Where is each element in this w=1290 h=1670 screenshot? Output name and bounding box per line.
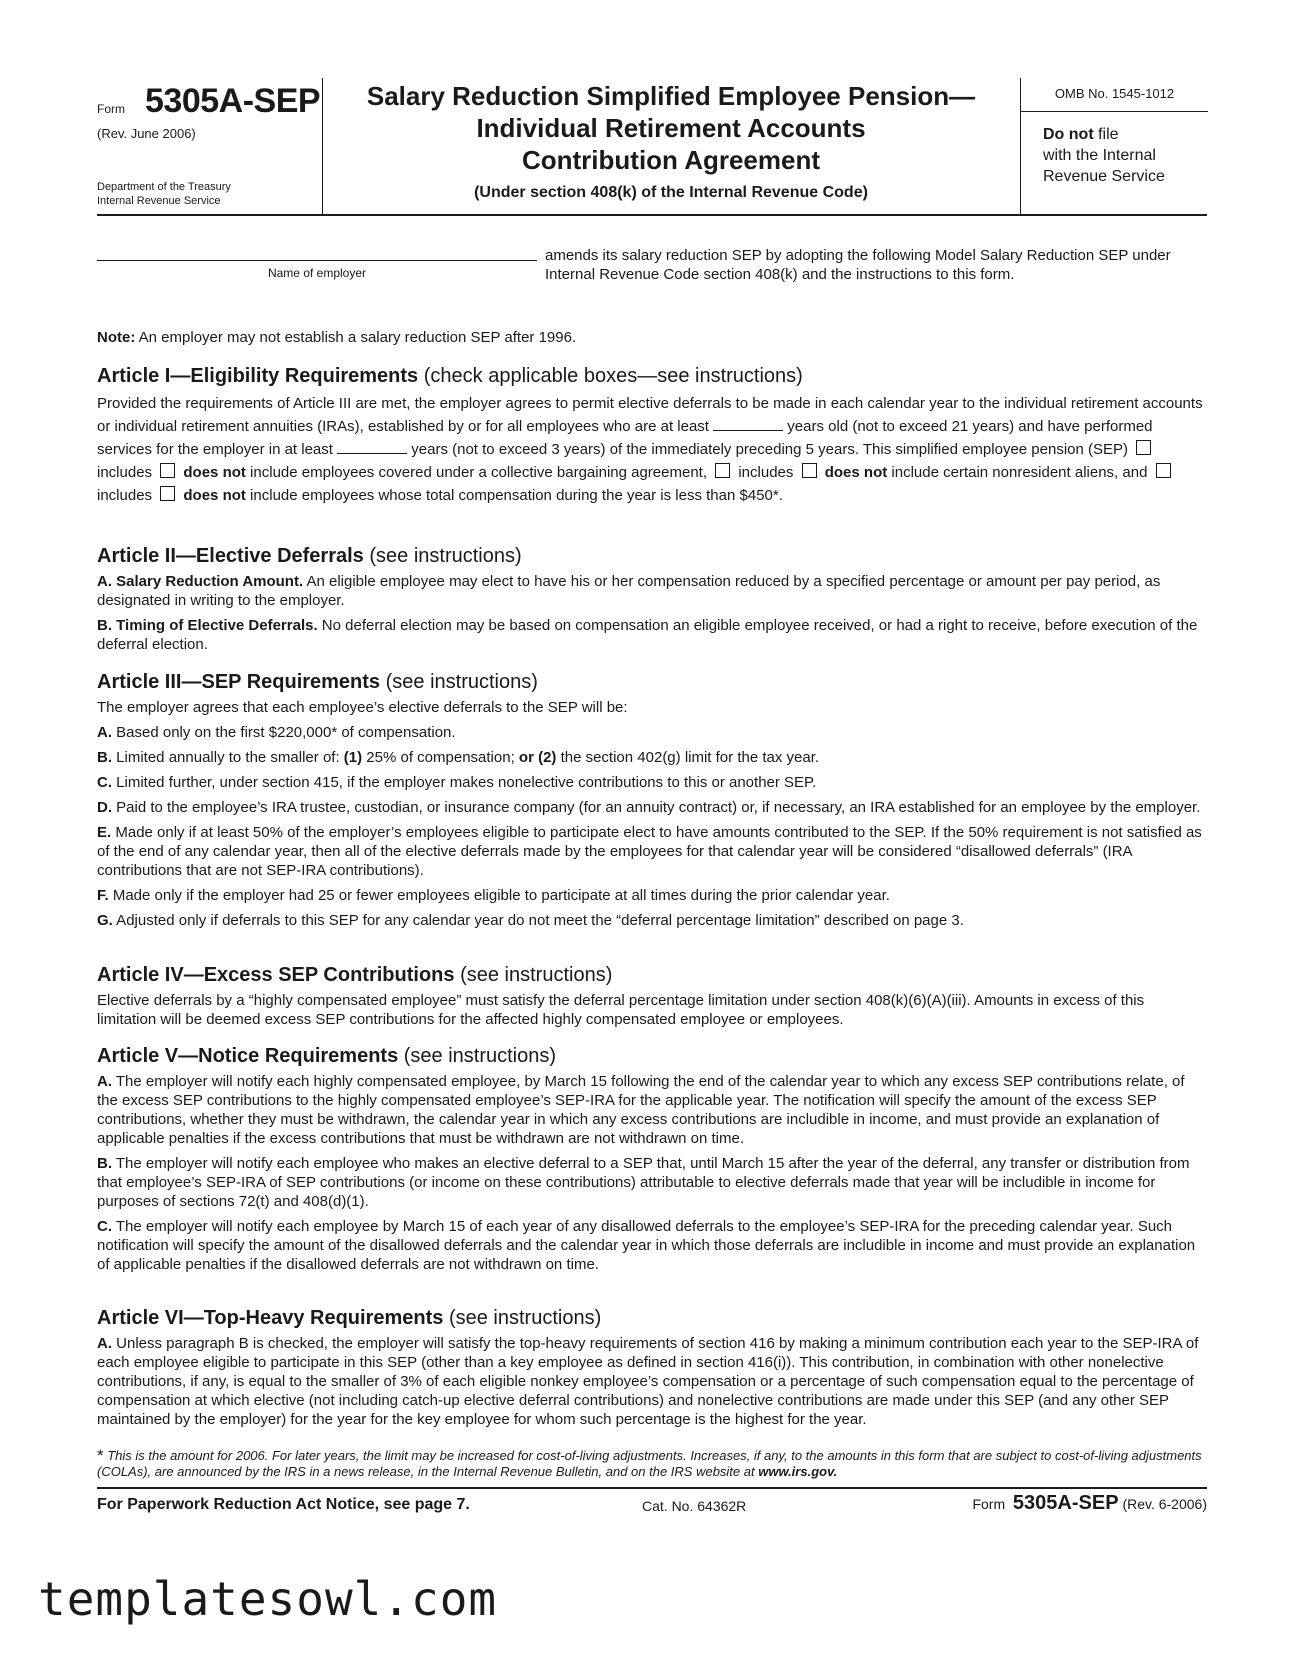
article-2-b: B. Timing of Elective Deferrals. No deferral election may be based on compensation an eligible employee received, or had a right to receive, before execution of the deferral election. (97, 617, 1198, 653)
article-2-heading: Article II—Elective Deferrals (see instructions) (97, 545, 522, 567)
article-3-g: G. Adjusted only if deferrals to this SEP for any calendar year do not meet the “deferral percentage limitation” described on page 3. (97, 912, 964, 929)
article-3-f: F. Made only if the employer had 25 or fewer employees eligible to participate at all times during the prior calendar year. (97, 887, 890, 904)
employer-name-label: Name of employer (267, 266, 367, 280)
article-3-c: C. Limited further, under section 415, if the employer makes nonelective contributions to this or another SEP. (97, 774, 817, 791)
form-subtitle: (Under section 408(k) of the Internal Revenue Code) (474, 184, 868, 201)
department: Department of the Treasury Internal Revenue Service (97, 181, 231, 207)
article-4-text: Elective deferrals by a “highly compensated employee” must satisfy the deferral percentage limitation under section 408(k)(6)(A)(iii). Amounts in excess of this limitation will be deemed excess SEP contributions for the affected highly compensated employee or employees. (97, 992, 1145, 1028)
footnote: * This is the amount for 2006. For later years, the limit may be increased for cost-of-living adjustments. Increases, if any, to the amounts in this form that are subject to cost-of-living adjustments (COLAs), are announced by the IRS in a news release, in the Internal Revenue Bulletin, and on the IRS website at www.irs.gov. (97, 1446, 1202, 1479)
article-3-b: B. Limited annually to the smaller of: (1) 25% of compensation; or (2) the section 402(g) limit for the tax year. (97, 749, 820, 766)
form-header (97, 78, 1207, 216)
article-4-heading: Article IV—Excess SEP Contributions (see instructions) (97, 964, 613, 986)
comp-does-not-checkbox[interactable] (160, 486, 175, 501)
article-5 (97, 1044, 1207, 1274)
catalog-number: Cat. No. 64362R (642, 1498, 747, 1514)
article-1 (97, 364, 1207, 507)
form-number: 5305A-SEP (145, 82, 321, 120)
article-3-a: A. Based only on the first $220,000* of compensation. (97, 724, 456, 741)
years-service-field[interactable] (337, 439, 407, 454)
article-3 (97, 670, 1207, 930)
note: Note: An employer may not establish a salary reduction SEP after 1996. (97, 329, 577, 346)
article-4 (97, 963, 1207, 1029)
do-not-file-notice: Do not file with the Internal Revenue Service (1043, 126, 1165, 185)
article-5-c: C. The employer will notify each employee by March 15 of each year of any disallowed deferrals to the employee’s SEP-IRA for the preceding calendar year. Such notification will specify the amount of the disallowed deferrals and the calendar year in which those deferrals are includible in income and must provide an explanation of applicable penalties if the disallowed deferrals are not withdrawn on time. (97, 1218, 1196, 1273)
cba-does-not-checkbox[interactable] (160, 463, 175, 478)
form-id-box (97, 78, 323, 214)
article-5-b: B. The employer will notify each employee who makes an elective deferral to a SEP that, until March 15 after the year of the deferral, any transfer or distribution from that employee’s SEP-IRA of SEP contributions (or income on these contributions) attributable to elective deferrals made that year will be includible in income for purposes of sections 72(t) and 408(d)(1). (97, 1155, 1190, 1210)
article-1-text: Provided the requirements of Article III are met, the employer agrees to permit elective deferrals to be made in each calendar year to the individual retirement accounts or individual retirement annuities (IRAs), established by or for all employees who are at least years old (not to exceed 21 years) and have performed services for the employer in at least years (not to exceed 3 years) of the immediately preceding 5 years. This simplified employee pension (SEP) includes does not include employees covered under a collective bargaining agreement, includes does not include certain nonresident aliens, and includes does not include employees whose total compensation during the year is less than $450*. (97, 395, 1203, 504)
article-2-a: A. Salary Reduction Amount. An eligible employee may elect to have his or her compensation reduced by a specified percentage or amount per pay period, as designated in writing to the employer. (97, 573, 1161, 609)
article-5-a: A. The employer will notify each highly compensated employee, by March 15 following the end of the calendar year to which any excess SEP contributions relate, of the excess SEP contributions to the highly compensated employee’s SEP-IRA for the applicable year. The notification will specify the amount of the excess SEP contributions, whether they must be withdrawn, the calendar year in which any excess contributions are includible in income, and must provide an explanation of applicable penalties if the excess contributions that must be withdrawn are not withdrawn on time. (97, 1073, 1185, 1147)
footer-form-id: Form 5305A-SEP (Rev. 6-2006) (972, 1492, 1207, 1514)
article-6 (97, 1306, 1207, 1429)
omb-number: OMB No. 1545-1012 (1021, 78, 1208, 112)
form-title: Salary Reduction Simplified Employee Pension— Individual Retirement Accounts Contribution Agreement (366, 81, 976, 175)
employer-name-field[interactable] (97, 260, 537, 261)
article-2 (97, 544, 1207, 654)
comp-includes-checkbox[interactable] (1156, 463, 1171, 478)
cba-includes-checkbox[interactable] (1136, 440, 1151, 455)
article-5-heading: Article V—Notice Requirements (see instructions) (97, 1045, 557, 1067)
article-3-heading: Article III—SEP Requirements (see instructions) (97, 671, 538, 693)
article-1-heading: Article I—Eligibility Requirements (check applicable boxes—see instructions) (97, 365, 803, 387)
irs-website-link[interactable]: www.irs.gov. (758, 1464, 838, 1479)
article-3-intro: The employer agrees that each employee’s elective deferrals to the SEP will be: (97, 699, 628, 716)
article-6-heading: Article VI—Top-Heavy Requirements (see instructions) (97, 1307, 602, 1329)
age-field[interactable] (713, 416, 783, 431)
nra-includes-checkbox[interactable] (715, 463, 730, 478)
footer-rule (97, 1487, 1207, 1489)
employer-amend-text: amends its salary reduction SEP by adopting the following Model Salary Reduction SEP under Internal Revenue Code section 408(k) and the instructions to this form. (545, 247, 1171, 283)
omb-box (1020, 78, 1208, 214)
article-3-e: E. Made only if at least 50% of the employer’s employees eligible to participate elect to have amounts contributed to the SEP. If the 50% requirement is not satisfied as of the end of any calendar year, then all of the elective deferrals made by the employees for that calendar year will be considered “disallowed deferrals” (IRA contributions that are not SEP-IRA contributions). (97, 824, 1202, 879)
article-6-a: A. Unless paragraph B is checked, the employer will satisfy the top-heavy requirements of section 416 by making a minimum contribution each year to the SEP-IRA of each employee eligible to participate in this SEP (other than a key employee as defined in section 416(i)). This contribution, in combination with other nonelective contributions, if any, is equal to the smaller of 3% of each eligible nonkey employee’s compensation or a percentage of such compensation equal to the percentage of compensation at which elective (not including catch-up elective deferral contributions) and nonelective contributions are made under this SEP (and any other SEP maintained by the employer) for the year for the key employee for whom such percentage is the highest for the year. (97, 1335, 1199, 1428)
nra-does-not-checkbox[interactable] (802, 463, 817, 478)
paperwork-notice: For Paperwork Reduction Act Notice, see page 7. (97, 1496, 470, 1513)
article-3-d: D. Paid to the employee’s IRA trustee, custodian, or insurance company (for an annuity contract) or, if necessary, an IRA established for an employee by the employer. (97, 799, 1201, 816)
watermark: templatesowl.com (38, 1572, 498, 1626)
form-word: Form (97, 102, 125, 116)
form-title-box (322, 78, 1020, 214)
form-revision: (Rev. June 2006) (97, 126, 196, 141)
